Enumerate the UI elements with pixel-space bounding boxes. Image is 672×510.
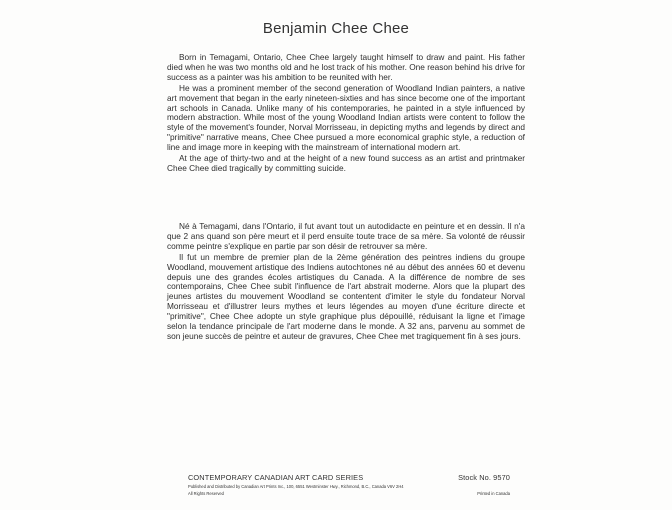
english-paragraph: He was a prominent member of the second generation of Woodland Indian painters, a native art movement that began in the early nineteen-sixties and has since become one of the important art schools in Canada. Unlike many of his contemporaries, he painted in a style influenced by modern abstraction. While most of the young Woodland Indian artists were content to follow the style of the movement's founder, Norval Morrisseau, in depicting myths and legends by direct and "primitive" narrative means, Chee Chee pursued a more economical graphic style, a reduction of line and image more in keeping with the mainstream of international modern art.: [167, 82, 525, 153]
stock-number: Stock No. 9570: [458, 473, 510, 482]
english-paragraph: Born in Temagami, Ontario, Chee Chee largely taught himself to draw and paint. His father died when he was two months old and he lost track of his mother. One reason behind his drive for success as a painter was his ambition to be reunited with her.: [167, 52, 525, 82]
english-paragraph: At the age of thirty-two and at the height of a new found success as an artist and printmaker Chee Chee died tragically by committing suicide.: [167, 153, 525, 173]
series-label: CONTEMPORARY CANADIAN ART CARD SERIES: [188, 473, 364, 482]
footer-publisher-line: [188, 484, 510, 489]
french-paragraph: Il fut un membre de premier plan de la 2ème génération des peintres indiens du groupe Woodland, mouvement artistique des Indiens autochtones né au début des années 60 et devenu depuis une des grandes écoles artistiques du Canada. A la différence de nombre de ses contemporains, Chee Chee subit l'influence de l'art abstrait moderne. Alors que la plupart des jeunes artistes du mouvement Woodland se contentent d'imiter le style du fondateur Norval Morrisseau et d'illustrer leurs mythes et leurs légendes au moyen d'une écriture directe et "primitive", Chee Chee adopte un style graphique plus dépouillé, réduisant la ligne et l'image selon la tendance principale de l'art moderne dans le monde. A 32 ans, parvenu au sommet de son jeune succès de peintre et auteur de gravures, Chee Chee met tragiquement fin à ses jours.: [167, 251, 525, 341]
french-biography: [167, 222, 525, 343]
french-paragraph: Né à Temagami, dans l'Ontario, il fut avant tout un autodidacte en peinture et en dessin. Il n'a que 2 ans quand son père meurt et il perd ensuite toute trace de sa mère. Sa volonté de réussir comme peintre s'explique en partie par son désir de retrouver sa mère.: [167, 221, 525, 251]
publisher-info: Published and Distributed by Canadian Art Prints Inc., 100, 6551 Westminster Hwy., Richmond, B.C., Canada V6V 2H4: [188, 484, 404, 489]
footer-series-line: [188, 473, 510, 482]
printed-in: Printed in Canada: [477, 491, 510, 496]
english-biography: [167, 53, 525, 175]
rights-notice: All Rights Reserved: [188, 491, 224, 496]
footer-rights-line: [188, 491, 510, 496]
artist-title: Benjamin Chee Chee: [262, 20, 410, 37]
